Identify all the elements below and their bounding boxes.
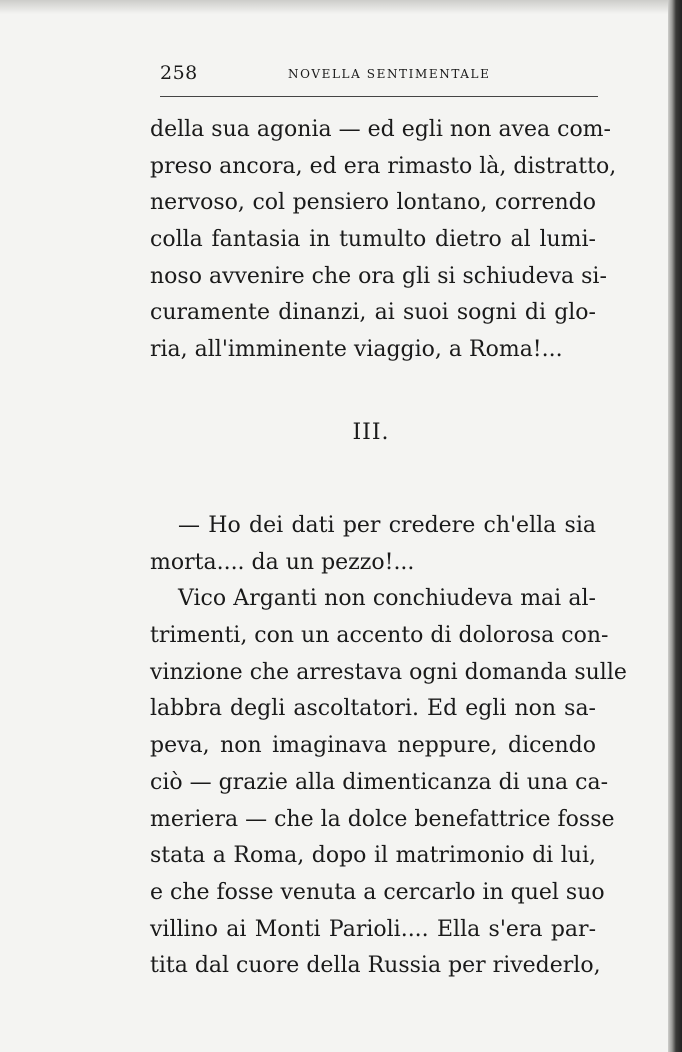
- text-line: villino ai Monti Parioli.... Ella s'era par-: [150, 916, 596, 942]
- text-line: colla fantasia in tumulto dietro al lumi-: [150, 227, 596, 253]
- text-line: nervoso, col pensiero lontano, correndo: [150, 190, 596, 216]
- page-edge-shadow: [0, 0, 682, 14]
- text-line: ria, all'imminente viaggio, a Roma!...: [150, 337, 563, 363]
- chapter-number: III.: [352, 420, 390, 445]
- text-line: trimenti, con un accento di dolorosa con-: [150, 623, 609, 649]
- text-line: noso avvenire che ora gli si schiudeva si-: [150, 263, 607, 289]
- chapter-heading: [0, 420, 682, 445]
- paragraph-continued: [150, 112, 617, 369]
- text-line: — Ho dei dati per credere ch'ella sia: [178, 513, 596, 538]
- book-spine-shadow: [668, 0, 682, 1052]
- page-number: 258: [160, 62, 198, 84]
- text-line: tita dal cuore della Russia per rivederlo,: [150, 953, 601, 979]
- chapter-body: [150, 508, 627, 985]
- header-rule: [160, 96, 598, 97]
- text-line: peva, non imaginava neppure, dicendo: [150, 733, 596, 759]
- text-line: labbra degli ascoltatori. Ed egli non sa-: [150, 696, 596, 722]
- text-line: e che fosse venuta a cercarlo in quel suo: [150, 879, 605, 905]
- text-line: curamente dinanzi, ai suoi sogni di glo-: [150, 300, 596, 326]
- running-title: NOVELLA SENTIMENTALE: [288, 67, 491, 81]
- page-header: [160, 62, 600, 86]
- text-line: ciò — grazie alla dimenticanza di una ca-: [150, 769, 609, 795]
- text-line: stata a Roma, dopo il matrimonio di lui,: [150, 843, 596, 869]
- text-line: preso ancora, ed era rimasto là, distratto,: [150, 153, 617, 179]
- text-line: morta.... da un pezzo!...: [150, 549, 415, 575]
- text-line: Vico Arganti non conchiudeva mai al-: [178, 586, 596, 612]
- text-line: vinzione che arrestava ogni domanda sulle: [150, 659, 627, 685]
- text-line: della sua agonia — ed egli non avea com-: [150, 117, 611, 142]
- text-line: meriera — che la dolce benefattrice fosse: [150, 806, 615, 832]
